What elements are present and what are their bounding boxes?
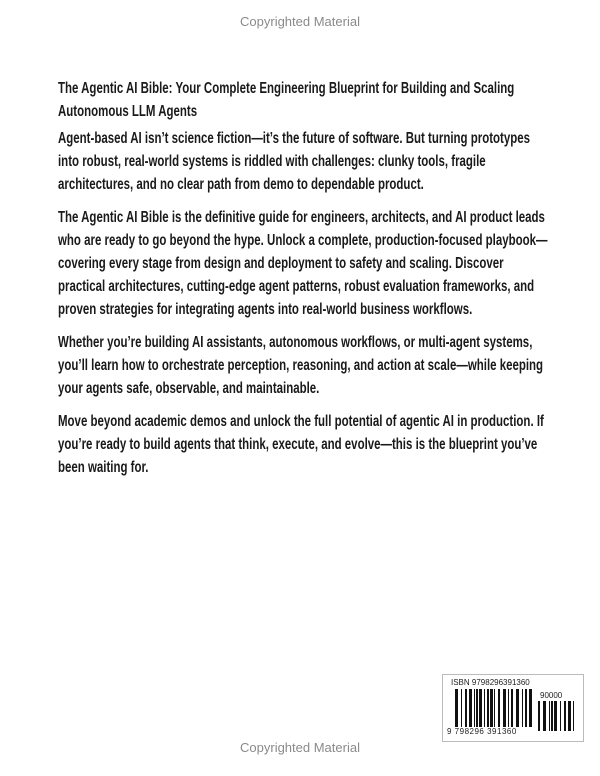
barcode-bar (476, 689, 478, 727)
barcode-bar (516, 689, 519, 727)
barcode-bar (543, 701, 546, 731)
barcode-bar (484, 689, 485, 727)
text-line: into robust, real-world systems is riddled with challenges: clunky tools, fragile (58, 153, 486, 170)
barcode-bar (494, 689, 495, 727)
text-line: Autonomous LLM Agents (58, 103, 198, 120)
barcode-bar (564, 701, 566, 731)
text-line: The Agentic AI Bible: Your Complete Engineering Blueprint for Building and Scaling (58, 80, 515, 97)
barcode-bar (560, 701, 561, 731)
text-line: your agents safe, observable, and maintainable. (58, 380, 320, 397)
isbn-label: ISBN 9798296391360 (451, 678, 530, 687)
text-line: who are ready to go beyond the hype. Unlock a complete, production-focused playbook— (58, 232, 548, 249)
text-line: practical architectures, cutting-edge agent patterns, robust evaluation frameworks, and (58, 278, 535, 295)
text-line: you’ll learn how to orchestrate perception, reasoning, and action at scale—while keeping (58, 357, 544, 374)
paragraph-description (58, 206, 600, 321)
barcode-bar (538, 701, 540, 731)
barcode-bar (551, 701, 553, 731)
barcode-bar (487, 689, 489, 727)
paragraph-closing (58, 410, 600, 479)
book-title (58, 77, 600, 123)
barcode-bar (469, 689, 472, 727)
barcode-bar (573, 701, 574, 731)
text-line: proven strategies for integrating agents into real-world business workflows. (58, 301, 473, 318)
copyright-watermark-bottom: Copyrighted Material (240, 740, 360, 755)
text-line: Move beyond academic demos and unlock the full potential of agentic AI in production. If (58, 413, 544, 430)
barcode-bar (522, 689, 523, 727)
isbn-barcode (442, 674, 584, 742)
barcode-bar (503, 689, 506, 727)
barcode-bar (474, 689, 475, 727)
barcode-bar (549, 701, 550, 731)
barcode-bar (529, 689, 532, 727)
barcode-bar (508, 689, 509, 727)
text-line: The Agentic AI Bible is the definitive guide for engineers, architects, and AI product leads (58, 209, 545, 226)
barcode-bar (490, 689, 493, 727)
paragraph-intro (58, 127, 600, 196)
copyright-watermark-top: Copyrighted Material (240, 14, 360, 29)
text-line: Agent-based AI isn’t science fiction—it’s the future of software. But turning prototypes (58, 130, 531, 147)
text-line: architectures, and no clear path from demo to dependable product. (58, 176, 424, 193)
text-line: covering every stage from design and deployment to safety and scaling. Discover (58, 255, 504, 272)
barcode-bar (455, 689, 458, 727)
barcode-bars-addon (538, 701, 578, 733)
barcode-bar (525, 689, 527, 727)
barcode-bar (461, 689, 462, 727)
barcode-bar (498, 689, 500, 727)
barcode-bar (568, 701, 571, 731)
price-code: 90000 (540, 691, 563, 700)
barcode-bar (479, 689, 482, 727)
text-line: been waiting for. (58, 459, 149, 476)
barcode-bar (465, 689, 467, 727)
text-line: Whether you’re building AI assistants, autonomous workflows, or multi-agent systems, (58, 334, 533, 351)
text-line: you’re ready to build agents that think, execute, and evolve—this is the blueprint you’ve (58, 436, 538, 453)
barcode-bar (511, 689, 513, 727)
paragraph-audience (58, 331, 600, 400)
barcode-bar (554, 701, 557, 731)
barcode-digits: 9 798296 391360 (447, 727, 517, 736)
